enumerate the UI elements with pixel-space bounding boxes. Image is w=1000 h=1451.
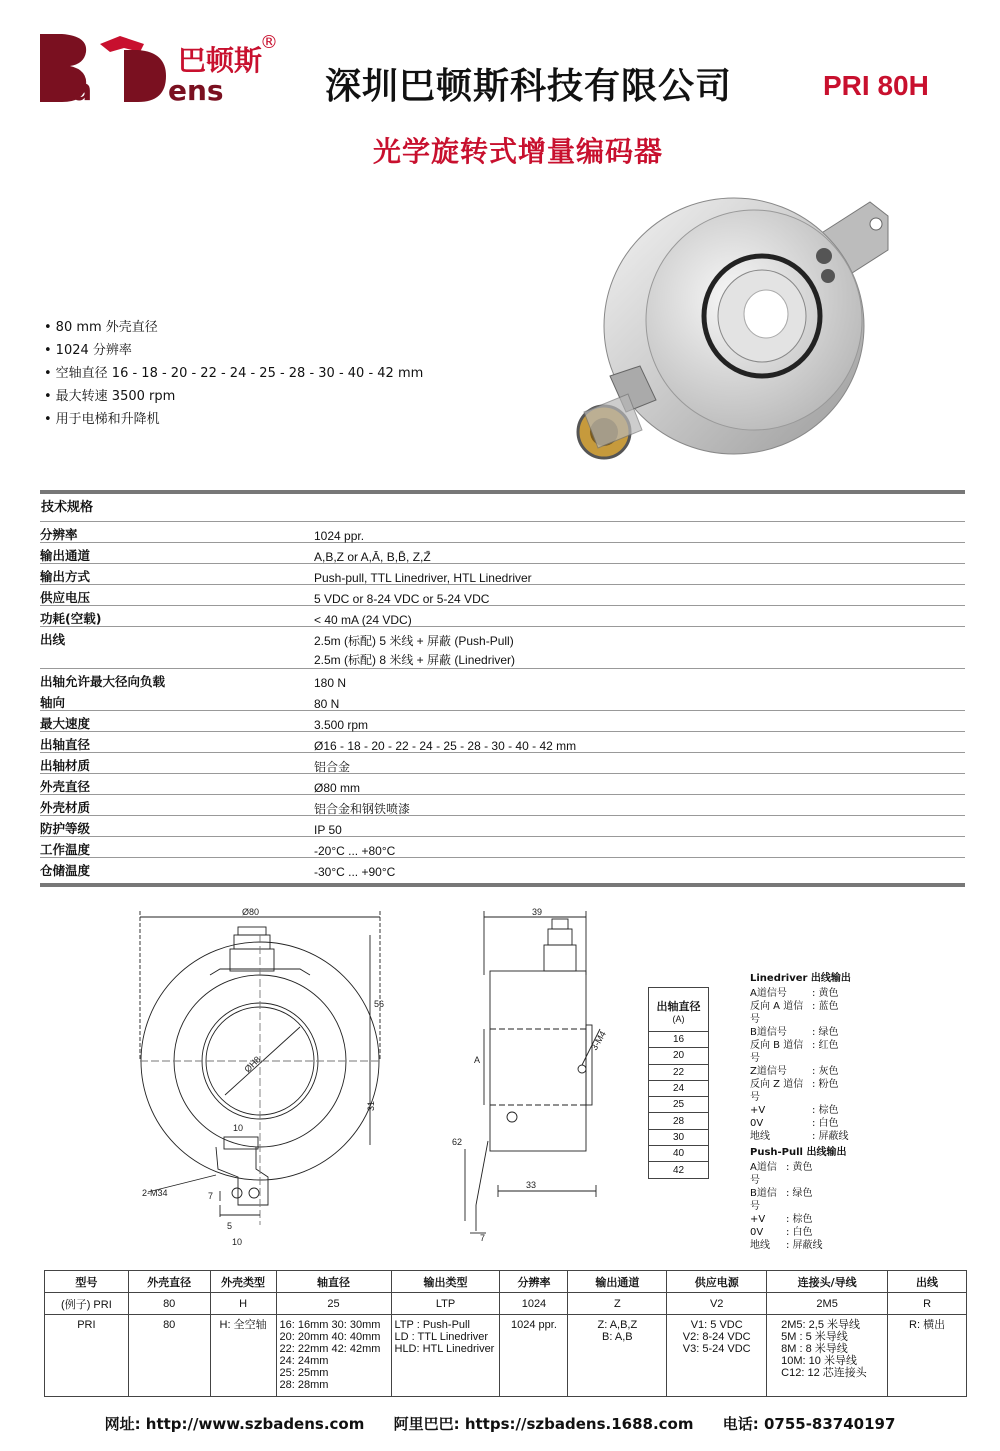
wiring-row: A道信号 : 黄色 bbox=[750, 1162, 813, 1186]
wiring-row: A道信号 : 黄色 bbox=[750, 988, 839, 999]
order-header: 轴直径 bbox=[276, 1271, 391, 1293]
spec-key: 工作温度 bbox=[40, 842, 91, 857]
order-header: 外壳类型 bbox=[210, 1271, 276, 1293]
spec-key: 功耗(空载) bbox=[40, 611, 102, 626]
table-rule bbox=[40, 883, 965, 887]
spec-key: 外壳材质 bbox=[40, 800, 91, 815]
company-logo bbox=[40, 30, 280, 106]
option-cell: 16: 16mm 30: 30mm 20: 20mm 40: 40mm 22: 22mm 42: 42mm 24: 24mm 25: 25mm 28: 28mm bbox=[276, 1315, 391, 1397]
table-row bbox=[45, 1293, 967, 1315]
option-cell: 1024 ppr. bbox=[500, 1315, 568, 1397]
table-row bbox=[40, 774, 965, 795]
example-cell: V2 bbox=[667, 1293, 767, 1315]
example-cell: R bbox=[888, 1293, 967, 1315]
dim-39: 39 bbox=[532, 907, 543, 917]
feature-item: • 1024 分辨率 bbox=[44, 339, 423, 362]
spec-key: 出轴直径 bbox=[40, 737, 91, 752]
spec-value: A,B,Z or A,Ā, B,B̄, Z,Z̄ bbox=[314, 550, 431, 564]
svg-text:巴顿斯: 巴顿斯 bbox=[178, 44, 263, 77]
spec-value: Ø80 mm bbox=[314, 781, 361, 795]
wiring-row: +V : 棕色 bbox=[750, 1105, 839, 1116]
spec-value: 2.5m (标配) 5 米线 + 屏蔽 (Push-Pull) bbox=[314, 634, 514, 648]
dim-5: 5 bbox=[227, 1221, 233, 1231]
wiring-row: 0V : 白色 bbox=[750, 1227, 813, 1238]
spec-key: 输出通道 bbox=[40, 548, 91, 563]
spec-heading: 技术规格 bbox=[40, 494, 965, 522]
spec-key: 输出方式 bbox=[40, 569, 91, 584]
table-row bbox=[40, 543, 965, 564]
dim-screw: 2-M34 bbox=[142, 1188, 168, 1198]
spec-value: -20°C ... +80°C bbox=[314, 844, 396, 858]
bore-table bbox=[648, 987, 709, 1179]
spec-value: Push-pull, TTL Linedriver, HTL Linedriver bbox=[314, 571, 532, 585]
spec-value: 5 VDC or 8-24 VDC or 5-24 VDC bbox=[314, 592, 490, 606]
option-cell: 80 bbox=[128, 1315, 210, 1397]
product-model: PRI 80H bbox=[823, 70, 929, 101]
table-row bbox=[40, 522, 965, 543]
dim-m4: 3-M4 bbox=[589, 1029, 608, 1052]
feature-list bbox=[44, 316, 423, 431]
dim-10-bottom: 10 bbox=[232, 1237, 243, 1247]
wiring-row: B道信号 : 绿色 bbox=[750, 1027, 839, 1038]
option-cell: V1: 5 VDC V2: 8-24 VDC V3: 5-24 VDC bbox=[667, 1315, 767, 1397]
table-row bbox=[40, 690, 965, 711]
website-link[interactable]: 网址: http://www.szbadens.com bbox=[104, 1415, 365, 1433]
dim-7: 7 bbox=[208, 1191, 214, 1201]
order-header: 外壳直径 bbox=[128, 1271, 210, 1293]
table-row bbox=[40, 732, 965, 753]
wiring-row: 0V : 白色 bbox=[750, 1118, 839, 1129]
spec-key: 防护等级 bbox=[40, 821, 91, 836]
wiring-title: Push-Pull 出线输出 bbox=[750, 1147, 847, 1158]
bore-value: 30 bbox=[649, 1129, 709, 1145]
order-header: 输出通道 bbox=[568, 1271, 667, 1293]
dim-height-56: 56 bbox=[374, 999, 385, 1009]
order-header: 型号 bbox=[45, 1271, 129, 1293]
spec-value: 铝合金 bbox=[314, 760, 351, 774]
bore-value: 24 bbox=[649, 1080, 709, 1096]
order-header: 供应电源 bbox=[667, 1271, 767, 1293]
spec-value: Ø16 - 18 - 20 - 22 - 24 - 25 - 28 - 30 - 40 - 42 mm bbox=[314, 739, 577, 753]
order-code-table bbox=[44, 1270, 967, 1397]
wiring-title: Linedriver 出线输出 bbox=[750, 973, 851, 984]
option-cell: Z: A,B,Z B: A,B bbox=[568, 1315, 667, 1397]
wiring-row: 地线 : 屏蔽线 bbox=[750, 1240, 823, 1251]
example-cell: 80 bbox=[128, 1293, 210, 1315]
dim-a: A bbox=[474, 1055, 481, 1065]
spec-value: 铝合金和钢铁喷漆 bbox=[314, 802, 411, 816]
spec-key: 出轴允许最大径向负载 bbox=[40, 674, 166, 689]
wiring-row: 反向 A 道信号 : 蓝色 bbox=[750, 1001, 839, 1025]
wiring-pushpull bbox=[750, 1146, 846, 1252]
wiring-row: 反向 B 道信号 : 红色 bbox=[750, 1040, 839, 1064]
table-row bbox=[40, 564, 965, 585]
example-cell: (例子) PRI bbox=[45, 1293, 129, 1315]
spec-value: 1024 ppr. bbox=[314, 529, 365, 543]
bore-value: 22 bbox=[649, 1064, 709, 1080]
dimension-drawing bbox=[120, 905, 980, 1250]
bore-value: 25 bbox=[649, 1097, 709, 1113]
bore-value: 20 bbox=[649, 1048, 709, 1064]
example-cell: 25 bbox=[276, 1293, 391, 1315]
table-row bbox=[40, 627, 965, 669]
alibaba-link[interactable]: 阿里巴巴: https://szbadens.1688.com bbox=[393, 1415, 694, 1433]
order-header: 出线 bbox=[888, 1271, 967, 1293]
dim-diameter: Ø80 bbox=[242, 907, 260, 917]
spec-value: < 40 mA (24 VDC) bbox=[314, 613, 412, 627]
dim-62: 62 bbox=[452, 1137, 463, 1147]
spec-value: 3.500 rpm bbox=[314, 718, 369, 732]
example-cell: LTP bbox=[391, 1293, 500, 1315]
example-cell: H bbox=[210, 1293, 276, 1315]
spec-key: 外壳直径 bbox=[40, 779, 91, 794]
table-row bbox=[40, 669, 965, 690]
product-subtitle: 光学旋转式增量编码器 bbox=[373, 135, 664, 168]
dim-width-10: 10 bbox=[233, 1123, 244, 1133]
dim-7-side: 7 bbox=[480, 1233, 486, 1243]
order-header: 输出类型 bbox=[391, 1271, 500, 1293]
table-row bbox=[45, 1315, 967, 1397]
spec-value: 80 N bbox=[314, 697, 340, 711]
table-row bbox=[40, 711, 965, 732]
spec-table bbox=[40, 490, 965, 887]
spec-key: 出轴材质 bbox=[40, 758, 91, 773]
company-name: 深圳巴顿斯科技有限公司 bbox=[325, 66, 733, 107]
spec-key: 仓储温度 bbox=[40, 863, 91, 878]
encoder-product-image bbox=[570, 186, 900, 476]
example-cell: 2M5 bbox=[767, 1293, 888, 1315]
spec-key: 最大速度 bbox=[40, 716, 91, 731]
bore-value: 16 bbox=[649, 1032, 709, 1048]
spec-value: IP 50 bbox=[314, 823, 342, 837]
feature-item: • 80 mm 外壳直径 bbox=[44, 316, 423, 339]
table-row bbox=[40, 753, 965, 774]
option-cell: 2M5: 2,5 米导线 5M : 5 米导线 8M : 8 米导线 10M: 10 米导线 C12: 12 芯连接头 bbox=[767, 1315, 888, 1397]
example-cell: Z bbox=[568, 1293, 667, 1315]
spec-value: -30°C ... +90°C bbox=[314, 865, 396, 879]
option-cell: LTP : Push-Pull LD : TTL Linedriver HLD: HTL Linedriver bbox=[391, 1315, 500, 1397]
table-row bbox=[40, 837, 965, 858]
table-row bbox=[40, 795, 965, 816]
spec-value: 180 N bbox=[314, 676, 347, 690]
svg-text:®: ® bbox=[260, 32, 278, 53]
wiring-row: 地线 : 屏蔽线 bbox=[750, 1131, 849, 1142]
table-row bbox=[40, 858, 965, 879]
wiring-row: B道信号 : 绿色 bbox=[750, 1188, 813, 1212]
bore-table-header: 出轴直径 (A) bbox=[649, 988, 709, 1032]
table-row bbox=[40, 585, 965, 606]
spec-value: 2.5m (标配) 8 米线 + 屏蔽 (Linedriver) bbox=[314, 653, 516, 667]
svg-text:ens: ens bbox=[168, 74, 224, 106]
wiring-row: +V : 棕色 bbox=[750, 1214, 813, 1225]
order-header: 分辨率 bbox=[500, 1271, 568, 1293]
dim-33: 33 bbox=[526, 1180, 537, 1190]
order-header: 连接头/导线 bbox=[767, 1271, 888, 1293]
option-cell: R: 横出 bbox=[888, 1315, 967, 1397]
wiring-row: Z道信号 : 灰色 bbox=[750, 1066, 839, 1077]
feature-item: • 用于电梯和升降机 bbox=[44, 408, 423, 431]
table-row bbox=[40, 606, 965, 627]
bore-value: 40 bbox=[649, 1146, 709, 1162]
wiring-row: 反向 Z 道信号 : 粉色 bbox=[750, 1079, 839, 1103]
spec-key: 分辨率 bbox=[40, 527, 78, 542]
spec-key: 供应电压 bbox=[40, 590, 91, 605]
table-row bbox=[40, 816, 965, 837]
feature-item: • 最大转速 3500 rpm bbox=[44, 385, 423, 408]
spec-key: 轴向 bbox=[40, 695, 66, 710]
spec-key: 出线 bbox=[40, 632, 66, 647]
option-cell: H: 全空轴 bbox=[210, 1315, 276, 1397]
dim-bore: ØH8 bbox=[242, 1054, 263, 1075]
wiring-linedriver bbox=[750, 972, 851, 1143]
example-cell: 1024 bbox=[500, 1293, 568, 1315]
phone-number: 电话: 0755-83740197 bbox=[722, 1415, 896, 1433]
dim-height-31: 31 bbox=[366, 1100, 376, 1111]
svg-text:a: a bbox=[72, 73, 93, 106]
bore-value: 42 bbox=[649, 1162, 709, 1178]
footer-contact bbox=[0, 1413, 1000, 1434]
option-cell: PRI bbox=[45, 1315, 129, 1397]
feature-item: • 空轴直径 16 - 18 - 20 - 22 - 24 - 25 - 28 - 30 - 40 - 42 mm bbox=[44, 362, 423, 385]
bore-value: 28 bbox=[649, 1113, 709, 1129]
